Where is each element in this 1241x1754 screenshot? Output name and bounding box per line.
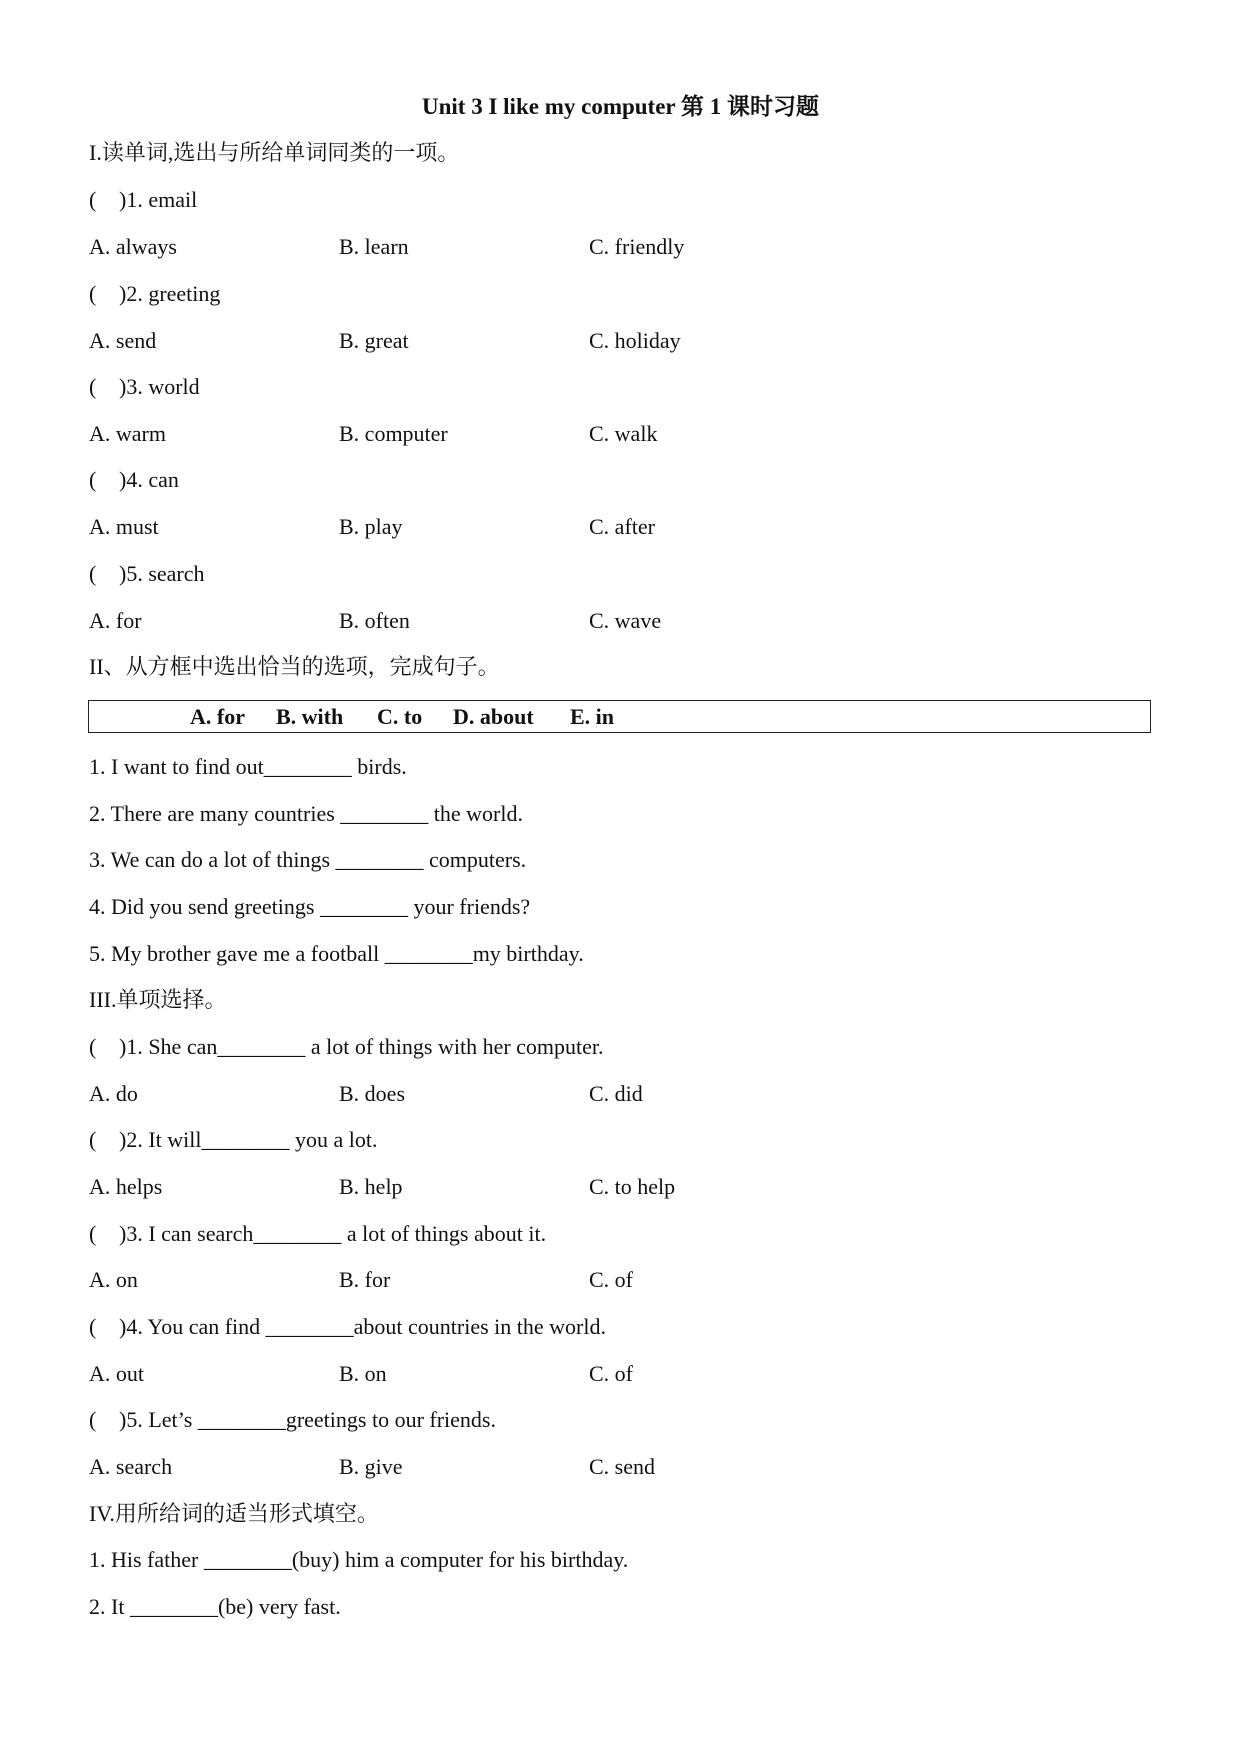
option-a: A. send bbox=[89, 328, 157, 353]
word-box-item: E. in bbox=[570, 704, 615, 729]
s3-q4-options bbox=[0, 1359, 1241, 1389]
option-a: A. for bbox=[89, 608, 142, 633]
s1-q5-options bbox=[0, 606, 1241, 636]
option-b: B. give bbox=[339, 1454, 403, 1479]
option-b: B. for bbox=[339, 1267, 391, 1292]
option-a: A. always bbox=[89, 234, 177, 259]
s3-q1-options bbox=[0, 1079, 1241, 1109]
option-c: C. to help bbox=[589, 1174, 676, 1199]
option-a: A. do bbox=[89, 1081, 138, 1106]
word-box-item: C. to bbox=[377, 704, 423, 729]
word-box-item: B. with bbox=[276, 704, 344, 729]
option-b: B. help bbox=[339, 1174, 403, 1199]
s1-q1-options bbox=[0, 232, 1241, 262]
s3-q2-stem: ( )2. It will________ you a lot. bbox=[89, 1127, 378, 1152]
section-3-heading: III.单项选择。 bbox=[89, 987, 227, 1012]
option-c: C. walk bbox=[589, 421, 658, 446]
s1-q4-options bbox=[0, 512, 1241, 542]
s1-q2-stem: ( )2. greeting bbox=[89, 281, 221, 306]
section-4-heading: IV.用所给词的适当形式填空。 bbox=[89, 1501, 379, 1526]
s3-q2-options bbox=[0, 1172, 1241, 1202]
s1-q2-options bbox=[0, 326, 1241, 356]
option-a: A. must bbox=[89, 514, 159, 539]
option-b: B. computer bbox=[339, 421, 448, 446]
s1-q4-stem: ( )4. can bbox=[89, 467, 179, 492]
option-a: A. helps bbox=[89, 1174, 163, 1199]
option-c: C. after bbox=[589, 514, 655, 539]
option-c: C. of bbox=[589, 1267, 633, 1292]
s2-sentence-5: 5. My brother gave me a football ________my birthday. bbox=[89, 941, 584, 966]
option-b: B. often bbox=[339, 608, 410, 633]
s3-q3-options bbox=[0, 1265, 1241, 1295]
s3-q3-stem: ( )3. I can search________ a lot of things about it. bbox=[89, 1221, 547, 1246]
s3-q5-stem: ( )5. Let’s ________greetings to our friends. bbox=[89, 1407, 496, 1432]
option-b: B. on bbox=[339, 1361, 387, 1386]
option-b: B. learn bbox=[339, 234, 409, 259]
s1-q1-stem: ( )1. email bbox=[89, 187, 198, 212]
s3-q4-stem: ( )4. You can find ________about countries in the world. bbox=[89, 1314, 606, 1339]
s3-q5-options bbox=[0, 1452, 1241, 1482]
s1-q3-stem: ( )3. world bbox=[89, 374, 200, 399]
option-a: A. warm bbox=[89, 421, 166, 446]
option-c: C. wave bbox=[589, 608, 662, 633]
option-c: C. of bbox=[589, 1361, 633, 1386]
option-c: C. holiday bbox=[589, 328, 681, 353]
page-title: Unit 3 I like my computer 第 1 课时习题 bbox=[422, 94, 819, 119]
option-c: C. did bbox=[589, 1081, 643, 1106]
option-b: B. play bbox=[339, 514, 403, 539]
s4-sentence-2: 2. It ________(be) very fast. bbox=[89, 1594, 341, 1619]
s2-sentence-2: 2. There are many countries ________ the world. bbox=[89, 801, 523, 826]
option-b: B. great bbox=[339, 328, 409, 353]
option-b: B. does bbox=[339, 1081, 405, 1106]
option-c: C. send bbox=[589, 1454, 655, 1479]
section-1-heading: I.读单词,选出与所给单词同类的一项。 bbox=[89, 140, 460, 165]
s2-sentence-3: 3. We can do a lot of things ________ computers. bbox=[89, 847, 527, 872]
word-box-item: D. about bbox=[453, 704, 534, 729]
s2-sentence-1: 1. I want to find out________ birds. bbox=[89, 754, 407, 779]
word-box bbox=[88, 700, 1151, 733]
section-2-heading: II、从方框中选出恰当的选项，完成句子。 bbox=[89, 654, 500, 679]
option-a: A. out bbox=[89, 1361, 144, 1386]
s4-sentence-1: 1. His father ________(buy) him a computer for his birthday. bbox=[89, 1547, 629, 1572]
s2-sentence-4: 4. Did you send greetings ________ your friends? bbox=[89, 894, 531, 919]
s1-q3-options bbox=[0, 419, 1241, 449]
word-box-item: A. for bbox=[190, 704, 245, 729]
s1-q5-stem: ( )5. search bbox=[89, 561, 205, 586]
option-a: A. on bbox=[89, 1267, 138, 1292]
option-a: A. search bbox=[89, 1454, 173, 1479]
s3-q1-stem: ( )1. She can________ a lot of things with her computer. bbox=[89, 1034, 604, 1059]
option-c: C. friendly bbox=[589, 234, 685, 259]
